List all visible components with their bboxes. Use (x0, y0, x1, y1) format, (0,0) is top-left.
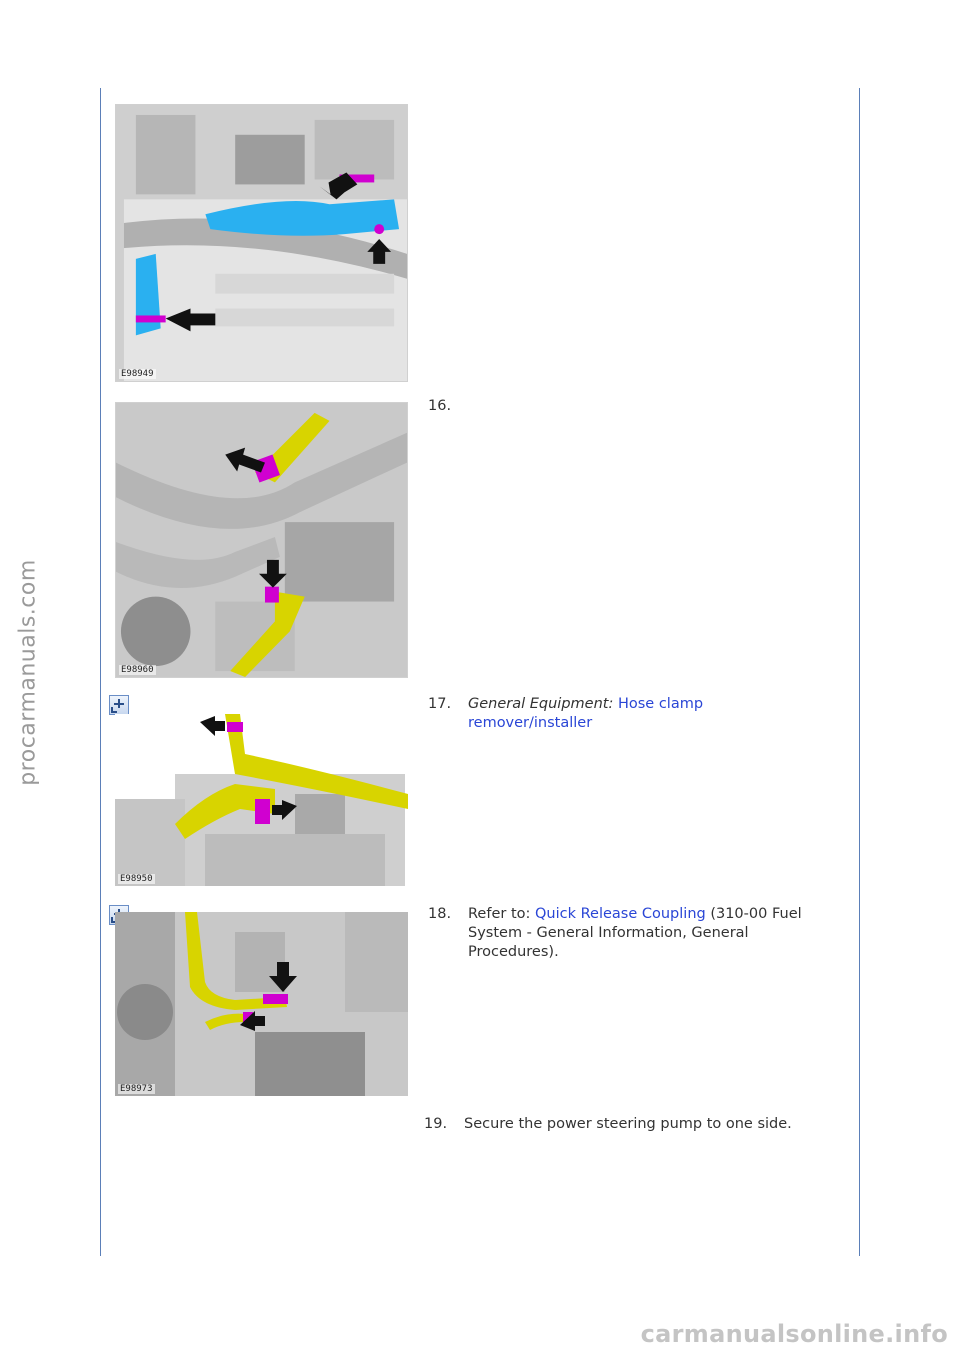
engine-illustration-2 (116, 403, 407, 677)
left-margin-rule (100, 88, 101, 1256)
step-body (468, 695, 703, 733)
figure-label: E98973 (120, 1084, 153, 1094)
engine-illustration-1 (116, 105, 407, 381)
step-number: 19. (424, 1116, 448, 1132)
illustration-e98949 (115, 104, 408, 382)
quick-release-coupling-link[interactable]: Quick Release Coupling (535, 906, 706, 922)
step-body: Secure the power steering pump to one side. (464, 1116, 792, 1132)
hose-clamp-link[interactable]: Hose clamp (617, 696, 704, 712)
side-watermark-text: procarmanuals.com (15, 559, 41, 786)
figure-label: E98960 (121, 665, 154, 675)
step-number: 17. (428, 696, 452, 712)
hose-clamp-link-cont[interactable]: remover/installer (468, 715, 593, 731)
engine-illustration-3 (115, 714, 408, 886)
figure-label: E98950 (120, 874, 153, 884)
step-number: 18. (428, 906, 452, 922)
right-margin-rule (859, 88, 860, 1256)
illustration-e98973 (115, 912, 408, 1096)
illustration-e98960 (115, 402, 408, 678)
reference-text: System - General Information, General (468, 925, 749, 941)
step-number: 16. (428, 398, 452, 414)
figure-label: E98949 (121, 369, 154, 379)
illustration-e98950 (115, 714, 408, 886)
general-equipment-label: General Equipment: (468, 696, 614, 712)
engine-illustration-4 (115, 912, 408, 1096)
footer-watermark: carmanualsonline.info (640, 1320, 948, 1348)
reference-text: Procedures). (468, 944, 559, 960)
side-watermark (8, 560, 48, 800)
zoom-image-icon[interactable] (109, 695, 129, 715)
step-body (468, 905, 802, 962)
reference-text: (310-00 Fuel (710, 906, 802, 922)
refer-to-label: Refer to: (468, 906, 531, 922)
